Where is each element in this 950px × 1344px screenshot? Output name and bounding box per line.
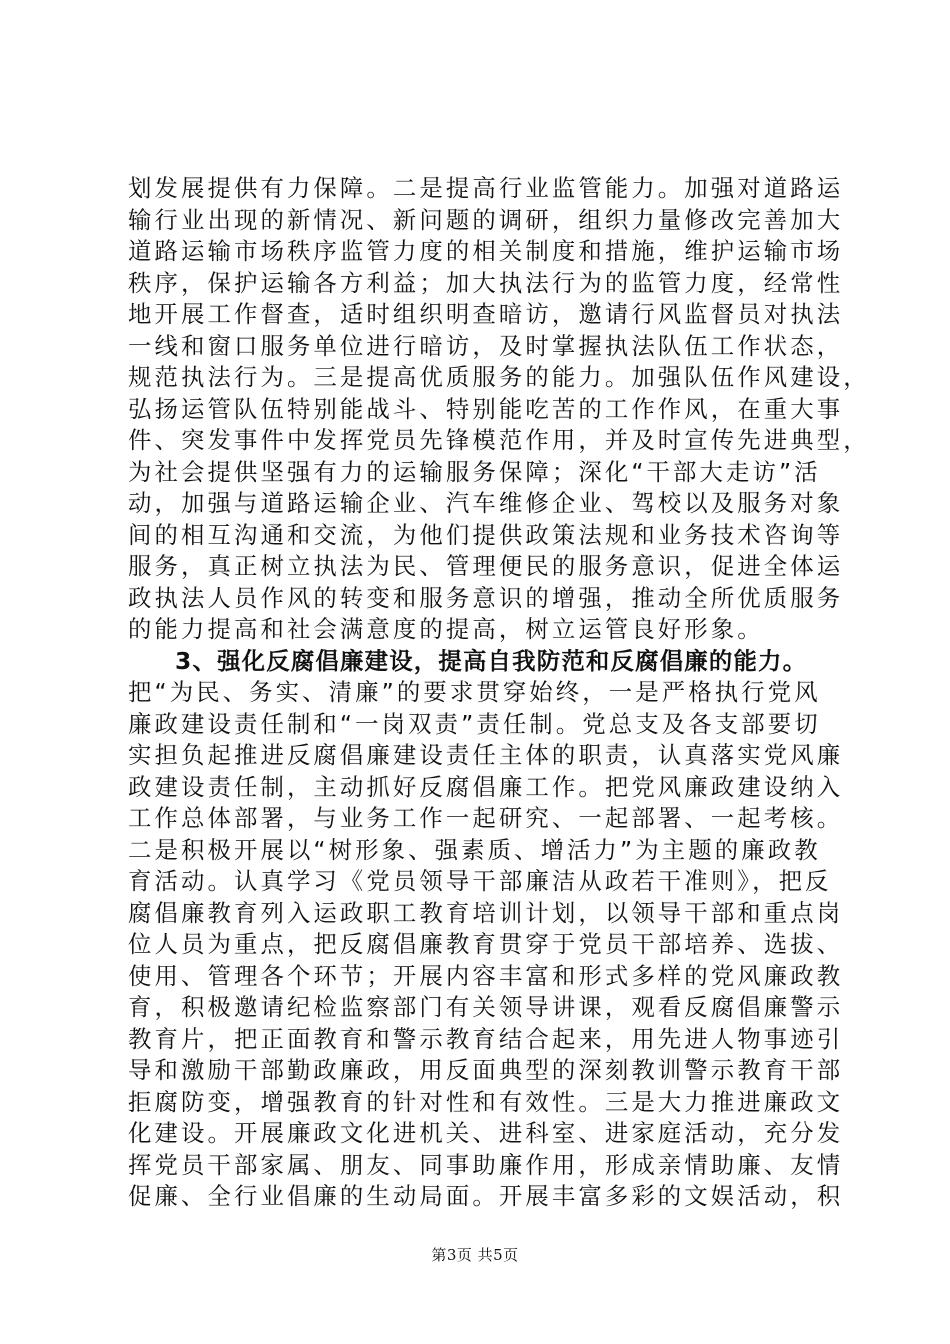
text-line: 把“为民、务实、清廉”的要求贯穿始终，一是严格执行党风 xyxy=(128,678,821,706)
text-line: 政建设责任制，主动抓好反腐倡廉工作。把党风廉政建设纳入 xyxy=(128,772,844,801)
text-line: 划发展提供有力保障。二是提高行业监管能力。加强对道路运 xyxy=(128,174,844,202)
text-line: 化建设。开展廉政文化进机关、进科室、进家庭活动，充分发 xyxy=(128,1119,844,1147)
text-line: 服务，真正树立执法为民、管理便民的服务意识，促进全体运 xyxy=(128,552,844,580)
text-line: 二是积极开展以“树形象、强素质、增活力”为主题的廉政教 xyxy=(128,835,821,864)
section-heading: 3、强化反腐倡廉建设，提高自我防范和反腐倡廉的能力。 xyxy=(175,646,808,675)
text-line: 挥党员干部家属、朋友、同事助廉作用，形成亲情助廉、友情 xyxy=(128,1150,844,1179)
text-line: 一线和窗口服务单位进行暗访，及时掌握执法队伍工作状态， xyxy=(128,331,844,360)
text-line: 促廉、全行业倡廉的生动局面。开展丰富多彩的文娱活动，积 xyxy=(128,1182,844,1210)
text-line: 规范执法行为。三是提高优质服务的能力。加强队伍作风建设， xyxy=(128,363,870,391)
text-line: 间的相互沟通和交流，为他们提供政策法规和业务技术咨询等 xyxy=(128,520,844,549)
text-line: 腐倡廉教育列入运政职工教育培训计划，以领导干部和重点岗 xyxy=(128,898,844,927)
text-line: 为社会提供坚强有力的运输服务保障；深化“干部大走访”活 xyxy=(128,457,821,486)
text-line: 政执法人员作风的转变和服务意识的增强，推动全所优质服务 xyxy=(128,583,844,612)
text-line: 育活动。认真学习《党员领导干部廉洁从政若干准则》，把反 xyxy=(128,867,832,895)
page-number: 第3页 共5页 xyxy=(431,1246,519,1264)
page-footer xyxy=(0,1244,950,1265)
text-line: 输行业出现的新情况、新问题的调研，组织力量修改完善加大 xyxy=(128,205,844,234)
text-line: 位人员为重点，把反腐倡廉教育贯穿于党员干部培养、选拔、 xyxy=(128,930,844,958)
text-line: 件、突发事件中发挥党员先锋模范作用，并及时宣传先进典型， xyxy=(128,426,870,454)
text-line: 道路运输市场秩序监管力度的相关制度和措施，维护运输市场 xyxy=(128,237,844,265)
text-line: 弘扬运管队伍特别能战斗、特别能吃苦的工作作风，在重大事 xyxy=(128,394,844,423)
document-body xyxy=(128,173,870,1213)
text-line: 使用、管理各个环节；开展内容丰富和形式多样的党风廉政教 xyxy=(128,961,844,990)
text-line: 拒腐防变，增强教育的针对性和有效性。三是大力推进廉政文 xyxy=(128,1087,844,1116)
text-line: 的能力提高和社会满意度的提高，树立运管良好形象。 xyxy=(128,615,764,643)
text-line: 动，加强与道路运输企业、汽车维修企业、驾校以及服务对象 xyxy=(128,489,844,517)
text-line: 地开展工作督查，适时组织明查暗访，邀请行风监督员对执法 xyxy=(128,300,844,328)
text-line: 工作总体部署，与业务工作一起研究、一起部署、一起考核。 xyxy=(128,804,844,832)
text-line: 实担负起推进反腐倡廉建设责任主体的职责，认真落实党风廉 xyxy=(128,741,844,769)
text-line: 教育片，把正面教育和警示教育结合起来，用先进人物事迹引 xyxy=(128,1024,844,1053)
text-line: 廉政建设责任制和“一岗双责”责任制。党总支及各支部要切 xyxy=(128,709,821,738)
text-line: 育，积极邀请纪检监察部门有关领导讲课，观看反腐倡廉警示 xyxy=(128,993,844,1021)
text-line: 秩序，保护运输各方利益；加大执法行为的监管力度，经常性 xyxy=(128,268,844,297)
text-line: 导和激励干部勤政廉政，用反面典型的深刻教训警示教育干部 xyxy=(128,1056,844,1084)
